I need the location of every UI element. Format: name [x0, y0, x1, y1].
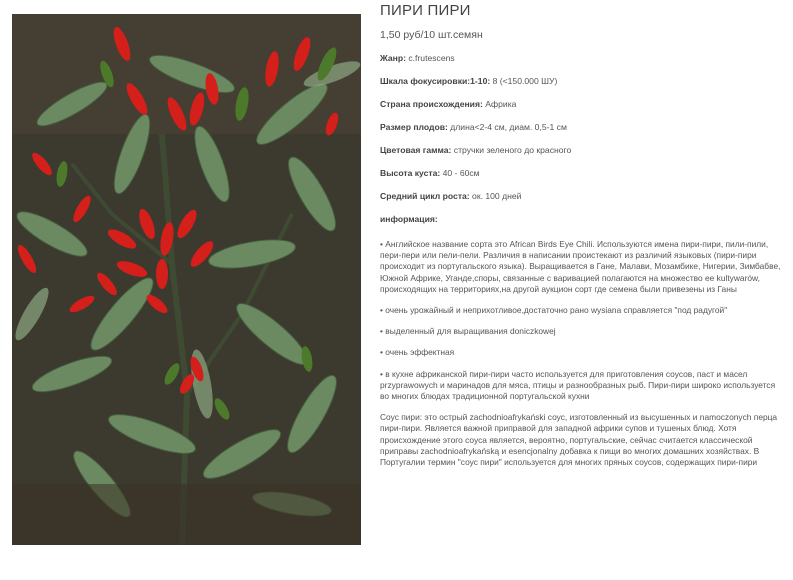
- spec-genus: [380, 53, 785, 64]
- spec-label: Страна происхождения:: [380, 99, 483, 109]
- spec-fruit-size: [380, 122, 785, 133]
- product-price: 1,50 руб/10 шт.семян: [380, 29, 483, 41]
- spec-heat-scale: [380, 76, 785, 87]
- product-title: ПИРИ ПИРИ: [380, 2, 471, 19]
- spec-value: стручки зеленого до красного: [451, 145, 572, 155]
- description: [380, 239, 785, 468]
- spec-growth-cycle: [380, 191, 785, 202]
- product-info: [380, 0, 785, 468]
- spec-label: Жанр:: [380, 53, 406, 63]
- spec-value: 40 - 60см: [440, 168, 480, 178]
- spec-value: Африка: [482, 99, 517, 109]
- description-paragraph: • очень урожайный и неприхотливое,достаточно рано wysiana справляется "под радугой": [380, 305, 728, 316]
- spec-value: ок. 100 дней: [469, 191, 522, 201]
- description-paragraph: • очень эффектная: [380, 347, 455, 358]
- description-paragraph: • Английское название сорта это African Birds Eye Chili. Используются имена пири-пири, пили-пили, пери-пери или пели-пели. Различия в написании проистекают из различий языковых (пири-пири происходит из португальского языка). Выращивается в Гане, Малави, Мозамбике, Нигерии, Зимбабве, Южной Африке, Уганде,споры, связанные с варивацией полагаются на множество ee kultywarów, происходящих на территориях,на другой аукцион сорт где семена были привезены из Ганы: [380, 239, 781, 294]
- spec-label: Высота куста:: [380, 168, 441, 178]
- spec-height: [380, 168, 785, 179]
- spec-label: Средний цикл роста:: [380, 191, 470, 201]
- info-heading-label: информация:: [380, 214, 438, 224]
- spec-value: c.frutescens: [405, 53, 455, 63]
- spec-value: 8 (<150.000 ШУ): [490, 76, 558, 86]
- product-photo: [12, 14, 361, 545]
- description-paragraph: • выделенный для выращивания doniczkowej: [380, 326, 556, 337]
- description-paragraph: • в кухне африканской пири-пири часто используется для приготовления соусов, паст и масел przyprawowych и маринадов для мяса, птицы и разнообразных рыб. Пири-пири широко используется во многих блюдах традиционной португальской кухни: [380, 368, 776, 402]
- spec-label: Цветовая гамма:: [380, 145, 452, 155]
- spec-color: [380, 145, 785, 156]
- spec-label: Шкала фокусировки:1-10:: [380, 76, 491, 86]
- pepper-plant-image: [12, 14, 361, 545]
- description-paragraph: Соус пири: это острый zachodnioafrykański соус, изготовленный из высушенных и namoczonych перца пири-пири. Является важной приправой для западной африки супов и тушеных блюд. Хотя происхождение этого соуса является, вероятно, португальские, сейчас считается классической приправы zachodnioafrykańską и esencjonalny добавка к пищи во многих домашних хозяйствах. В Португалии термин "соус пири" используется для многих пряных соусов, содержащих пири-пири: [380, 412, 778, 468]
- spec-origin: [380, 99, 785, 110]
- info-heading: [380, 214, 785, 225]
- spec-label: Размер плодов:: [380, 122, 448, 132]
- specs-list: [380, 53, 785, 225]
- spec-value: длина<2-4 см, диам. 0,5-1 см: [447, 122, 567, 132]
